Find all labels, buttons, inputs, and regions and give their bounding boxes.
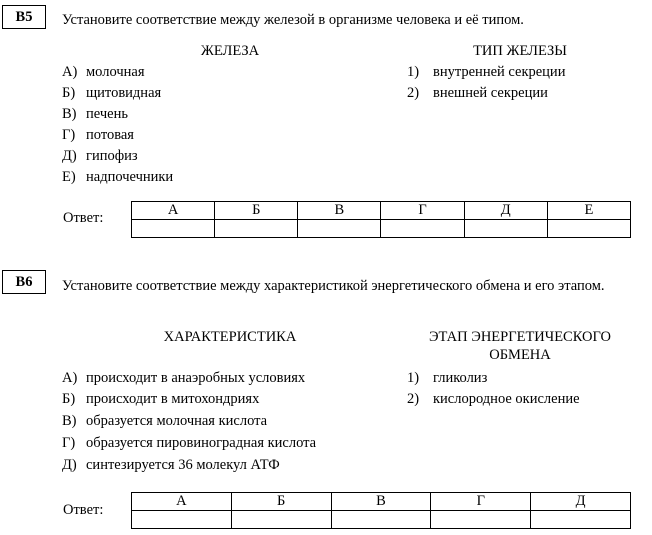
item-text: происходит в анаэробных условиях [86, 370, 306, 386]
right-header-b5: ТИП ЖЕЛЕЗЫ [473, 43, 567, 59]
item-key: 2) [407, 85, 420, 101]
answer-col-header: В [331, 493, 431, 511]
answer-cell[interactable] [531, 511, 631, 529]
question-number-b6: В6 [2, 270, 46, 294]
item-text: внешней секреции [433, 85, 548, 101]
question-number-b5: В5 [2, 5, 46, 29]
b5-item-b [62, 83, 161, 103]
b5-type-2 [407, 83, 548, 103]
answer-col-header: Д [531, 493, 631, 511]
item-key: Б) [62, 85, 76, 101]
b5-item-a [62, 62, 145, 82]
answer-cell[interactable] [132, 220, 215, 238]
b6-item-g [62, 433, 316, 453]
question-text-b6: Установите соответствие между характеристикой энергетического обмена и его этапом. [62, 278, 605, 294]
item-key: В) [62, 106, 77, 122]
item-key: Б) [62, 391, 76, 407]
item-key: Г) [62, 435, 76, 451]
answer-cell[interactable] [547, 220, 630, 238]
answer-cell[interactable] [231, 511, 331, 529]
item-key: А) [62, 64, 78, 80]
item-key: В) [62, 413, 77, 429]
answer-label-b5: Ответ: [63, 210, 104, 226]
b6-stage-1 [407, 368, 487, 388]
answer-cell[interactable] [132, 511, 232, 529]
answer-table-b5 [131, 201, 631, 238]
item-key: Г) [62, 127, 76, 143]
item-text: надпочечники [86, 169, 174, 185]
item-text: кислородное окисление [433, 391, 580, 407]
right-header-line1: ЭТАП ЭНЕРГЕТИЧЕСКОГО [428, 329, 612, 345]
answer-cell[interactable] [215, 220, 298, 238]
item-text: печень [86, 106, 128, 122]
b5-type-1 [407, 62, 565, 82]
right-header-line2: ОБМЕНА [489, 347, 551, 363]
item-key: Е) [62, 169, 76, 185]
answer-label-b6: Ответ: [63, 502, 104, 518]
item-key: Д) [62, 148, 77, 164]
answer-col-header: В [298, 202, 381, 220]
item-key: Д) [62, 457, 77, 473]
b6-item-a [62, 368, 305, 388]
item-text: образуется пировиноградная кислота [86, 435, 317, 451]
answer-col-header: А [132, 202, 215, 220]
answer-cell[interactable] [381, 220, 464, 238]
b5-item-g [62, 125, 134, 145]
answer-cell[interactable] [298, 220, 381, 238]
left-header-b6: ХАРАКТЕРИСТИКА [163, 329, 297, 345]
answer-col-header: Г [381, 202, 464, 220]
item-text: происходит в митохондриях [86, 391, 260, 407]
item-key: А) [62, 370, 78, 386]
answer-table-b6 [131, 492, 631, 529]
left-header-b5: ЖЕЛЕЗА [200, 43, 260, 59]
answer-col-header: Г [431, 493, 531, 511]
item-text: гипофиз [86, 148, 138, 164]
answer-cell[interactable] [431, 511, 531, 529]
item-text: молочная [86, 64, 145, 80]
item-key: 1) [407, 64, 420, 80]
answer-col-header: Д [464, 202, 547, 220]
item-text: гликолиз [433, 370, 488, 386]
item-text: образуется молочная кислота [86, 413, 268, 429]
item-key: 2) [407, 391, 420, 407]
b6-item-d [62, 455, 280, 475]
right-header-b6 [400, 328, 640, 364]
b6-item-v [62, 411, 267, 431]
item-text: потовая [86, 127, 134, 143]
item-text: щитовидная [86, 85, 162, 101]
b6-item-b [62, 389, 259, 409]
b5-item-v [62, 104, 128, 124]
answer-col-header: Б [231, 493, 331, 511]
item-text: внутренней секреции [433, 64, 566, 80]
answer-cell[interactable] [331, 511, 431, 529]
item-key: 1) [407, 370, 420, 386]
item-text: синтезируется 36 молекул АТФ [86, 457, 280, 473]
answer-col-header: Е [547, 202, 630, 220]
question-text-b5: Установите соответствие между железой в организме человека и её типом. [62, 12, 524, 28]
answer-col-header: А [132, 493, 232, 511]
b6-stage-2 [407, 389, 580, 409]
b5-item-d [62, 146, 138, 166]
b5-item-e [62, 167, 173, 187]
answer-col-header: Б [215, 202, 298, 220]
answer-cell[interactable] [464, 220, 547, 238]
